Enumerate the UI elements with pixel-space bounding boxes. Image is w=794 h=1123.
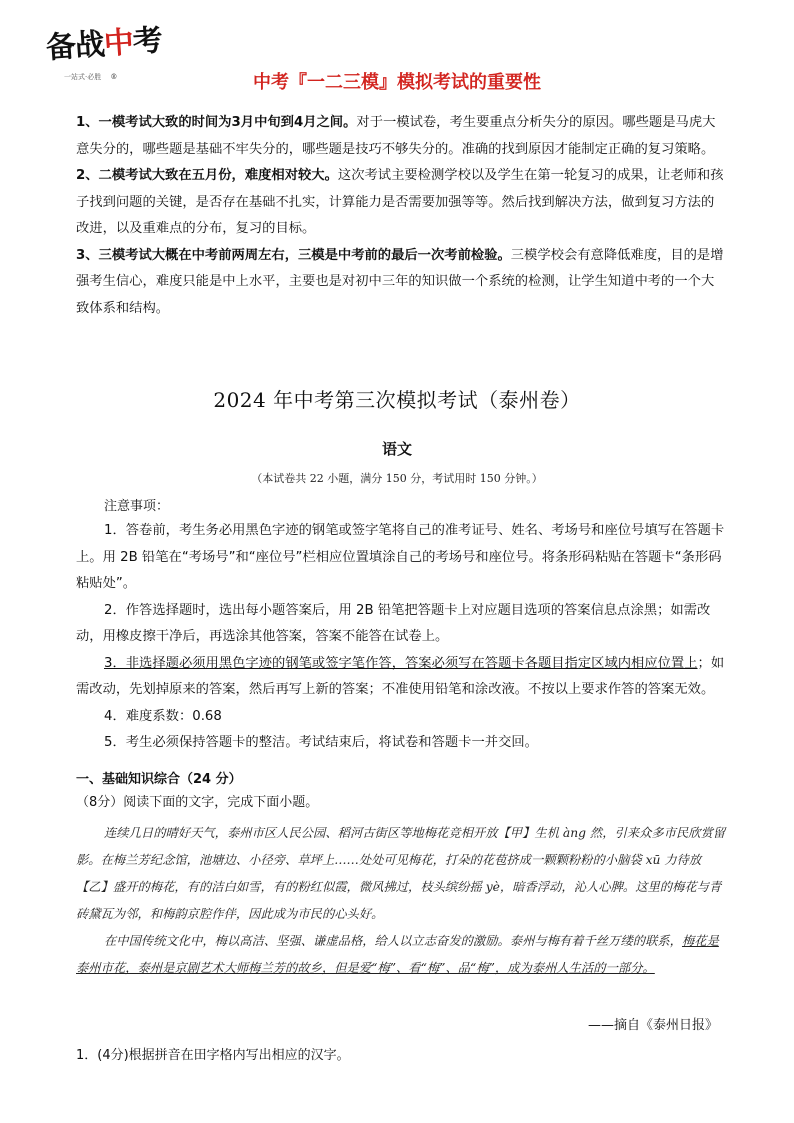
note-item: 4．难度系数：0.68 [104, 708, 222, 724]
note-item: 3．非选择题必须用黑色字迹的钢笔或签字笔作答，答案必须写在答题卡各题目指定区域内相应位置上；如需改动，先划掉原来的答案，然后再写上新的答案；不准使用铅笔和涂改液。不按以上要求作答的答案无效。 [76, 655, 725, 697]
notes-heading: 注意事项： [104, 499, 170, 514]
passage-source: ——摘自《泰州日报》 [587, 1018, 718, 1033]
intro-item: 3、三模考试大概在中考前两周左右，三模是中考前的最后一次考前检验。三模学校会有意降低难度，目的是增强考生信心，难度只能是中上水平，主要也是对初中三年的知识做一个系统的检测，让学生知道中考的一个大致体系和结构。 [76, 247, 724, 316]
section-basic-knowledge [76, 770, 726, 816]
notes-section [76, 496, 726, 757]
note-item: 1．答卷前，考生务必用黑色字迹的钢笔或签字笔将自己的准考证号、姓名、考场号和座位号填写在答题卡上。用 2B 铅笔在“考场号”和“座位号”栏相应位置填涂自己的考场号和座位号。将条形码粘贴在答题卡“条形码粘贴处”。 [76, 523, 725, 591]
note-item: 2．作答选择题时，选出每小题答案后，用 2B 铅笔把答题卡上对应题目选项的答案信息点涂黑；如需改动，用橡皮擦干净后，再选涂其他答案，答案不能答在试卷上。 [76, 602, 711, 644]
reading-passage [76, 820, 726, 982]
exam-title: 2024 年中考第三次模拟考试（泰州卷） [213, 388, 581, 412]
note-item: 5．考生必须保持答题卡的整洁。考试结束后，将试卷和答题卡一并交回。 [104, 735, 538, 750]
logo-tagline: 一站式·必胜 [64, 73, 102, 81]
intro-item: 2、二模考试大致在五月份，难度相对较大。这次考试主要检测学校以及学生在第一轮复习的成果，让老师和孩子找到问题的关键，是否存在基础不扎实，计算能力是否需要加强等等。然后找到解决方法，做到复习方法的改进，以及重难点的分布，复习的目标。 [76, 168, 724, 236]
intro-item: 1、一模考试大致的时间为3月中旬到4月之间。对于一模试卷，考生要重点分析失分的原因。哪些题是马虎大意失分的，哪些题是基础不牢失分的，哪些题是技巧不够失分的。准确的找到原因才能制定正确的复习策略。 [76, 115, 716, 157]
question-1: 1．(4分)根据拼音在田字格内写出相应的汉字。 [76, 1048, 350, 1063]
section-intro: （8分）阅读下面的文字，完成下面小题。 [76, 795, 319, 810]
exam-meta: （本试卷共 22 小题，满分 150 分，考试用时 150 分钟。） [251, 472, 543, 485]
passage-paragraph: 连续几日的晴好天气，泰州市区人民公园、稻河古街区等地梅花竞相开放【甲】生机 àng 然，引来众多市民欣赏留影。在梅兰芳纪念馆，池塘边、小径旁、草坪上……处处可见梅花，打朵的花苞挤成一颗颗粉粉的小脑袋 xū 力待放【乙】盛开的梅花，有的洁白如雪，有的粉红似霞，微风拂过，枝头缤纷摇 yè，暗香浮动，沁人心脾。这里的梅花与青砖黛瓦为邻，和梅韵京腔作伴，因此成为市民的心头好。 [76, 826, 726, 921]
hero-title: 中考『一二三模』模拟考试的重要性 [253, 72, 541, 93]
passage-paragraph: 在中国传统文化中，梅以高洁、坚强、谦虚品格，给人以立志奋发的激励。泰州与梅有着千丝万缕的联系，梅花是泰州市花，泰州是京剧艺术大师梅兰芳的故乡，但是爱“梅”、看“梅”、品“梅”，成为泰州人生活的一部分。 [76, 934, 719, 975]
registered-mark: ® [110, 73, 118, 81]
subject-title: 语文 [381, 440, 412, 458]
logo-mark: 备战中考 [44, 22, 164, 67]
underlined-sentence: 梅花是泰州市花，泰州是京剧艺术大师梅兰芳的故乡，但是爱“梅”、看“梅”、品“梅”，成为泰州人生活的一部分。 [76, 934, 719, 975]
section-title: 一、基础知识综合（24 分） [76, 772, 242, 787]
intro-section [76, 110, 726, 322]
